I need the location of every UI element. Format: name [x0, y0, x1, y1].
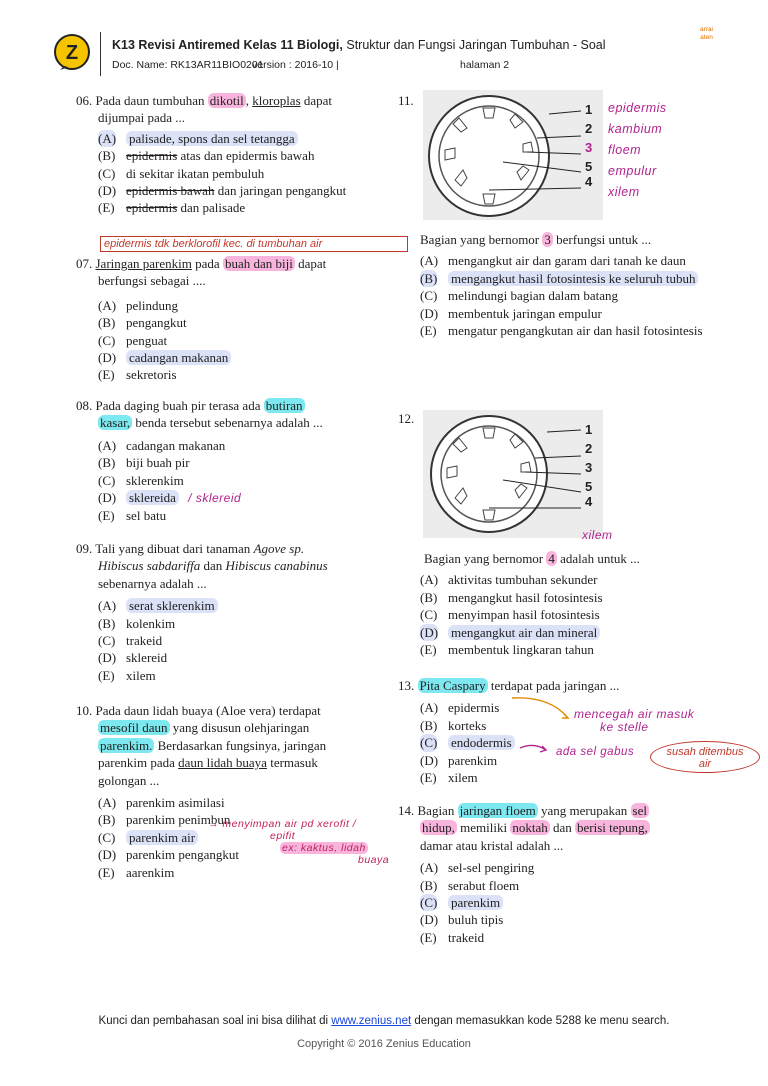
q08-handwritten-note: / sklereid — [188, 491, 242, 506]
q13-handwritten-note-2: ada sel gabus — [556, 746, 635, 758]
option-11-e[interactable]: (E) mengatur pengangkutan air dan hasil fotosintesis — [420, 323, 703, 339]
question-14: 14. Bagian jaringan floem yang merupakan sel hidup, memiliki noktah dan berisi tepung, damar atau kristal adalah ... (A) sel-sel pengiring (B) serabut floem (C) parenkim (D) buluh tipis (E) trakeid — [398, 802, 698, 946]
page-header — [54, 30, 714, 80]
option-06-e[interactable]: (E) epidermis dan palisade — [98, 200, 246, 216]
option-11-c[interactable]: (C) melindungi bagian dalam batang — [420, 288, 619, 304]
header-title: K13 Revisi Antiremed Kelas 11 Biologi, Struktur dan Fungsi Jaringan Tumbuhan - Soal — [112, 38, 606, 52]
footer-copyright: Copyright © 2016 Zenius Education — [297, 1038, 471, 1050]
option-09-d[interactable]: (D) sklereid — [98, 650, 168, 666]
option-14-d[interactable]: (D) buluh tipis — [420, 912, 504, 928]
option-07-e[interactable]: (E) sekretoris — [98, 367, 177, 383]
page-number: halaman 2 — [460, 59, 510, 71]
svg-text:Z: Z — [65, 42, 79, 64]
header-doc-info — [112, 59, 509, 71]
corner-handwritten-note: arrai aten — [700, 26, 714, 41]
option-12-c[interactable]: (C) menyimpan hasil fotosintesis — [420, 607, 600, 623]
q06-handwritten-note: epidermis tdk berklorofil kec. di tumbuhan air — [100, 236, 408, 252]
footer-instructions: Kunci dan pembahasan soal ini bisa dilihat di www.zenius.net dengan memasukkan kode 5288 ke menu search. — [98, 1015, 670, 1027]
option-14-e[interactable]: (E) trakeid — [420, 929, 485, 945]
option-10-e[interactable]: (E) aarenkim — [98, 864, 175, 880]
doc-name: Doc. Name: RK13AR11BIO0201 — [112, 59, 264, 71]
option-09-b[interactable]: (B) kolenkim — [98, 615, 176, 631]
option-09-e[interactable]: (E) xilem — [98, 667, 156, 683]
option-13-a[interactable]: (A) epidermis — [420, 700, 500, 716]
option-07-c[interactable]: (C) penguat — [98, 332, 168, 348]
option-08-b[interactable]: (B) biji buah pir — [98, 455, 190, 471]
option-13-b[interactable]: (B) korteks — [420, 717, 487, 733]
option-10-c[interactable]: (C) parenkim air — [98, 829, 396, 846]
option-10-b[interactable]: (B) parenkim penimbun — [98, 812, 231, 828]
question-10: 10. Pada daun lidah buaya (Aloe vera) terdapat mesofil daun yang disusun olehjaringan parenkim. Berdasarkan fungsinya, jaringan parenkim pada daun lidah buaya termasuk golongan ... (A) parenkim asimilasi (B) parenkim penimbun (C) parenkim air (D) parenkim pengangkut (E) aarenkim — [76, 702, 396, 881]
question-06: 06. Pada daun tumbuhan dikotil , kloroplas dapat dijumpai pada ... (A) palisade, spons dan sel tetangga (B) epidermis atas dan epidermis bawah (C) di sekitar ikatan pembuluh (D) epidermis bawah dan jaringan pengangkut (E) epidermis dan palisade — [76, 92, 396, 217]
option-14-a[interactable]: (A) sel-sel pengiring — [420, 860, 535, 876]
zenius-link[interactable]: www.zenius.net — [331, 1015, 412, 1027]
header-divider — [100, 32, 101, 76]
option-14-c[interactable]: (C) parenkim — [420, 894, 698, 911]
question-12: Bagian yang bernomor 4 adalah untuk ... (A) aktivitas tumbuhan sekunder (B) mengangkut hasil fotosintesis (C) menyimpan hasil fotosintesis (D) mengangkut air dan mineral (E) membentuk lingkaran tahun — [424, 550, 714, 658]
option-12-d[interactable]: (D) mengangkut air dan mineral — [420, 624, 714, 641]
option-13-c[interactable]: (C) endodermis — [420, 734, 698, 751]
option-08-a[interactable]: (A) cadangan makanan — [98, 437, 226, 453]
question-13: 13. Pita Caspary terdapat pada jaringan ... (A) epidermis (B) korteks (C) endodermis (D) parenkim (E) xilem — [398, 677, 698, 786]
q13-handwritten-note-3: susah ditembus air — [650, 741, 760, 773]
option-13-d[interactable]: (D) parenkim — [420, 752, 498, 768]
option-11-a[interactable]: (A) mengangkut air dan garam dari tanah ke daun — [420, 253, 686, 269]
option-11-b[interactable]: (B) mengangkut hasil fotosintesis ke seluruh tubuh — [420, 270, 710, 287]
option-09-c[interactable]: (C) trakeid — [98, 633, 163, 649]
option-13-e[interactable]: (E) xilem — [420, 770, 478, 786]
option-12-a[interactable]: (A) aktivitas tumbuhan sekunder — [420, 572, 598, 588]
option-06-c[interactable]: (C) di sekitar ikatan pembuluh — [98, 165, 265, 181]
option-08-e[interactable]: (E) sel batu — [98, 508, 167, 524]
doc-version: version : 2016-10 | — [252, 59, 339, 71]
q13-handwritten-note-1: mencegah air masuk ke stelle — [574, 707, 695, 734]
zenius-logo-icon — [54, 34, 90, 70]
q11-diagram-labels: 1 2 3 5 4 — [585, 102, 593, 189]
option-06-a[interactable]: (A) palisade, spons dan sel tetangga — [98, 130, 396, 147]
q12-handwritten-note: xilem — [582, 528, 613, 542]
q11-stem-cross-section-diagram — [423, 90, 603, 220]
option-12-e[interactable]: (E) membentuk lingkaran tahun — [420, 642, 594, 658]
q10-handwritten-note: → menyimpan air pd xerofit / epifit ex: kaktus, lidah buaya — [208, 818, 390, 866]
q11-handwritten-labels: epidermis kambium floem empulur xilem — [608, 101, 667, 199]
option-14-b[interactable]: (B) serabut floem — [420, 877, 520, 893]
question-12-number: 12. — [398, 411, 415, 426]
option-07-d[interactable]: (D) cadangan makanan — [98, 349, 396, 366]
question-11-number: 11. — [398, 93, 414, 108]
option-11-d[interactable]: (D) membentuk jaringan empulur — [420, 305, 602, 321]
q12-diagram-labels: 1 2 3 5 4 — [585, 422, 593, 509]
option-08-c[interactable]: (C) sklerenkim — [98, 472, 184, 488]
option-10-a[interactable]: (A) parenkim asimilasi — [98, 795, 225, 811]
option-07-b[interactable]: (B) pengangkut — [98, 315, 187, 331]
q12-stem-cross-section-diagram — [423, 410, 603, 538]
option-06-b[interactable]: (B) epidermis atas dan epidermis bawah — [98, 148, 315, 164]
question-07: 07. Jaringan parenkim pada buah dan biji dapat berfungsi sebagai .... (A) pelindung (B) pengangkut (C) penguat (D) cadangan makanan (E) sekretoris — [76, 255, 396, 384]
question-08: 08. Pada daging buah pir terasa ada butiran kasar, benda tersebut sebenarnya adalah ... (A) cadangan makanan (B) biji buah pir (C) sklerenkim (D) sklereida / sklereid (E) sel batu — [76, 397, 396, 525]
question-11: Bagian yang bernomor 3 berfungsi untuk ... (A) mengangkut air dan garam dari tanah ke daun (B) mengangkut hasil fotosintesis ke seluruh tubuh (C) melindungi bagian dalam batang (D) membentuk jaringan empulur (E) mengatur pengangkutan air dan hasil fotosintesis — [420, 231, 710, 339]
option-12-b[interactable]: (B) mengangkut hasil fotosintesis — [420, 589, 603, 605]
question-09: 09. Tali yang dibuat dari tanaman Agove sp. Hibiscus sabdariffa dan Hibiscus canabinus sebenarnya adalah ... (A) serat sklerenkim (B) kolenkim (C) trakeid (D) sklereid (E) xilem — [76, 540, 396, 684]
option-08-d[interactable]: (D) sklereida / sklereid — [98, 490, 242, 506]
option-09-a[interactable]: (A) serat sklerenkim — [98, 597, 396, 614]
option-07-a[interactable]: (A) pelindung — [98, 297, 178, 313]
option-06-d[interactable]: (D) epidermis bawah dan jaringan pengangkut — [98, 183, 347, 199]
option-10-d[interactable]: (D) parenkim pengangkut — [98, 847, 239, 863]
